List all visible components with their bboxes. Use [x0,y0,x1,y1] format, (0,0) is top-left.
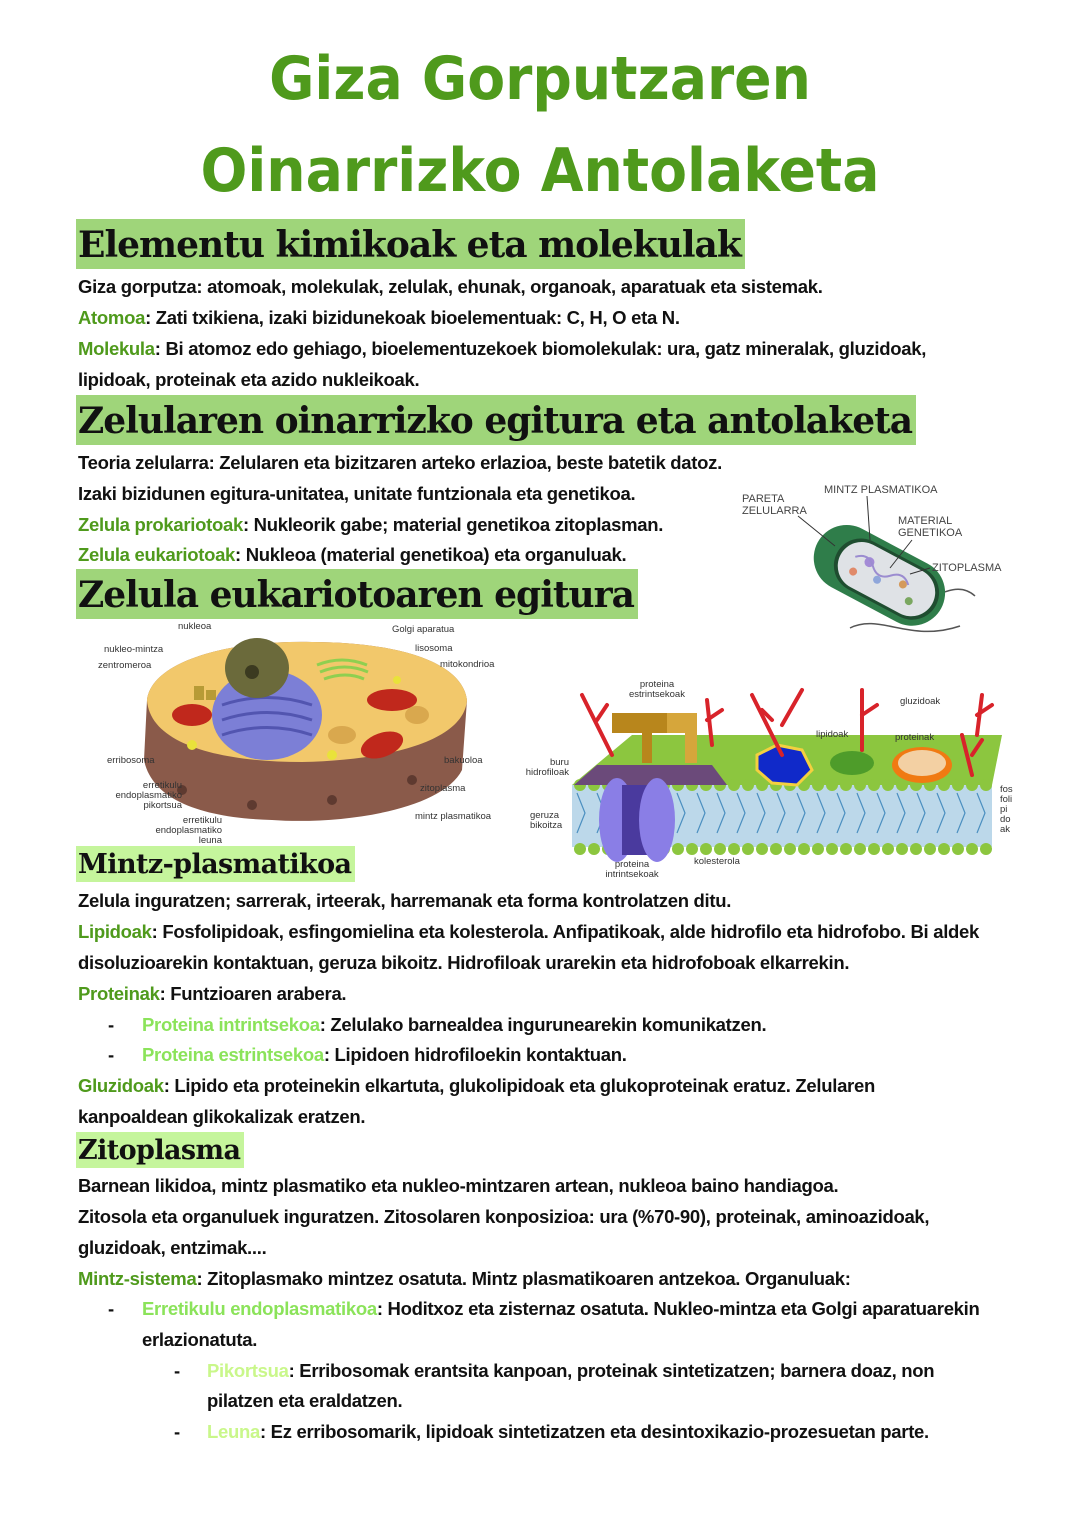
label-proteina-intrintsekoak: proteina intrintsekoak [605,859,659,880]
paragraph-gluzidoak-cont: kanpoaldean glikokalizak eratzen. [78,1106,366,1127]
term-proteina-intrintsekoa: Proteina intrintsekoa [142,1014,320,1035]
sub-bullet-leuna [174,1416,929,1447]
label-mintz-plasmatikoa-euk: mintz plasmatikoa [415,811,492,822]
label-material-genetikoa: MATERIAL GENETIKOA [898,515,963,539]
text-proteinak: : Funtzioaren arabera. [159,983,347,1004]
text-eukariotoak: : Nukleoa (material genetikoa) eta organuluak. [235,544,627,565]
label-geruza-bikoitza: geruza bikoitza [530,810,563,831]
bullet-proteina-estrintsekoa [108,1039,627,1070]
paragraph-barnean-likidoa: Barnean likidoa, mintz plasmatiko eta nukleo-mintzaren artean, nukleoa baino handiagoa. [78,1175,839,1196]
bullet-marker: - [108,1298,114,1319]
text-prokariotoak: : Nukleorik gabe; material genetikoa zitoplasman. [242,514,664,535]
cell-membrane-figure [512,675,1020,885]
page-title-line-2: Oinarrizko Antolaketa [200,136,880,206]
page-title-line-1: Giza Gorputzaren [269,44,811,114]
term-molekula: Molekula [78,338,155,359]
label-ser: erretikulu endoplasmatiko leuna [155,815,222,846]
label-erribosoma: erribosoma [107,755,155,766]
heading-zelularen-oinarrizko: Zelularen oinarrizko egitura eta antolaketa [76,395,916,445]
sub-bullet-pikortsua-cont: pilatzen eta eraldatzen. [207,1390,403,1411]
sub-bullet-pikortsua [174,1355,934,1386]
label-rer: erretikulu endoplasmatiko pikortsua [115,780,182,811]
paragraph-atomoa [78,302,680,333]
label-golgi-aparatua: Golgi aparatua [392,624,455,635]
paragraph-molekula [78,333,926,364]
label-nukleoa: nukleoa [178,621,212,632]
bullet-erretikulu-cont: erlazionatuta. [142,1329,258,1350]
paragraph-gluzidoak [78,1070,875,1101]
text-gluzidoak: : Lipido eta proteinekin elkartuta, glukolipidoak eta glukoproteinak eratuz. Zelularen [163,1075,875,1096]
label-buru-hidrofiloak: buru hidrofiloak [525,757,569,778]
label-zentromeroa: zentromeroa [98,660,152,671]
term-prokariotoak: Zelula prokariotoak [78,514,243,535]
label-bakuoloa: bakuoloa [444,755,483,766]
label-pareta-zelularra: PARETA ZELULARRA [742,493,807,517]
text-atomoa: : Zati txikiena, izaki bizidunekoak bioelementuak: C, H, O eta N. [145,307,680,328]
term-proteina-estrintsekoa: Proteina estrintsekoa [142,1044,324,1065]
term-eukariotoak: Zelula eukariotoak [78,544,236,565]
bullet-marker: - [108,1014,114,1035]
term-proteinak: Proteinak [78,983,160,1004]
text-pikortsua: : Erribosomak erantsita kanpoan, proteinak sintetizatzen; barnera doaz, non [288,1360,935,1381]
bullet-erretikulu-endoplasmatikoa [108,1293,980,1324]
term-leuna: Leuna [207,1421,260,1442]
text-molekula: : Bi atomoz edo gehiago, bioelementuzekoek biomolekulak: ura, gatz mineralak, gluzidoak, [154,338,927,359]
paragraph-prokariotoak [78,509,663,540]
term-mintz-sistema: Mintz-sistema [78,1268,197,1289]
paragraph-zelula-inguratzen: Zelula inguratzen; sarrerak, irteerak, harremanak eta forma kontrolatzen ditu. [78,890,732,911]
label-zitoplasma: ZITOPLASMA [932,562,1002,574]
text-proteina-intrintsekoa: : Zelulako barnealdea ingurunearekin komunikatzen. [319,1014,767,1035]
heading-zelula-eukariotoaren: Zelula eukariotoaren egitura [76,569,638,619]
label-mintz-plasmatikoa: MINTZ PLASMATIKOA [824,484,938,496]
bullet-proteina-intrintsekoa [108,1009,766,1040]
text-erretikulu-endoplasmatikoa: : Hoditxoz eta zisternaz osatuta. Nukleo-mintza eta Golgi aparatuarekin [376,1298,980,1319]
text-lipidoak: : Fosfolipidoak, esfingomielina eta kolesterola. Anfipatikoak, alde hidrofilo eta hidrofobo. Bi aldek [151,921,980,942]
cell-membrane-illustration [512,675,1020,885]
label-proteinak: proteinak [895,732,935,743]
paragraph-giza-gorputza: Giza gorputza: atomoak, molekulak, zelulak, ehunak, organoak, aparatuak eta sistemak. [78,276,823,297]
label-gluzidoak: gluzidoak [900,696,941,707]
paragraph-proteinak [78,978,346,1009]
prokaryote-cell-figure [740,478,1020,648]
bullet-marker: - [174,1421,180,1442]
bullet-marker: - [108,1044,114,1065]
term-gluzidoak: Gluzidoak [78,1075,164,1096]
label-proteina-estrintsekoak: proteina estrintsekoak [629,679,685,700]
term-atomoa: Atomoa [78,307,146,328]
label-kolesterola: kolesterola [694,856,740,867]
label-lisosoma: lisosoma [415,643,453,654]
paragraph-lipidoak [78,916,979,947]
paragraph-lipidoak-cont: disoluzioarekin kontaktuan, geruza bikoitz. Hidrofiloak urarekin eta hidrofoboak elkarrekin. [78,952,850,973]
label-zitoplasma-euk: zitoplasma [420,783,466,794]
term-pikortsua: Pikortsua [207,1360,289,1381]
term-lipidoak: Lipidoak [78,921,152,942]
heading-elementu-kimikoak: Elementu kimikoak eta molekulak [76,219,745,269]
text-proteina-estrintsekoa: : Lipidoen hidrofiloekin kontaktuan. [323,1044,627,1065]
text-mintz-sistema: : Zitoplasmako mintzez osatuta. Mintz plasmatikoaren antzekoa. Organuluak: [196,1268,851,1289]
label-fosfolipidoak: fos foli pi do ak [1000,784,1013,835]
label-nukleo-mintza: nukleo-mintza [104,644,164,655]
term-erretikulu-endoplasmatikoa: Erretikulu endoplasmatikoa [142,1298,377,1319]
paragraph-zitosola: Zitosola eta organuluek inguratzen. Zitosolaren konposizioa: ura (%70-90), proteinak, aminoazidoak, [78,1206,930,1227]
paragraph-zitosola-cont: gluzidoak, entzimak.... [78,1237,267,1258]
paragraph-eukariotoak [78,539,626,570]
label-mitokondrioa: mitokondrioa [440,659,495,670]
heading-zitoplasma: Zitoplasma [76,1132,244,1168]
paragraph-izaki-bizidunen: Izaki bizidunen egitura-unitatea, unitate funtzionala eta genetikoa. [78,483,636,504]
heading-mintz-plasmatikoa: Mintz-plasmatikoa [76,846,355,882]
eukaryotic-cell-figure [92,620,512,845]
label-lipidoak: lipidoak [816,729,849,740]
text-leuna: : Ez erribosomarik, lipidoak sintetizatzen eta desintoxikazio-prozesuetan parte. [259,1421,929,1442]
bullet-marker: - [174,1360,180,1381]
paragraph-mintz-sistema [78,1263,851,1294]
paragraph-teoria-zelularra: Teoria zelularra: Zelularen eta bizitzaren arteko erlazioa, beste batetik datoz. [78,452,722,473]
paragraph-molekula-cont: lipidoak, proteinak eta azido nukleikoak. [78,369,420,390]
